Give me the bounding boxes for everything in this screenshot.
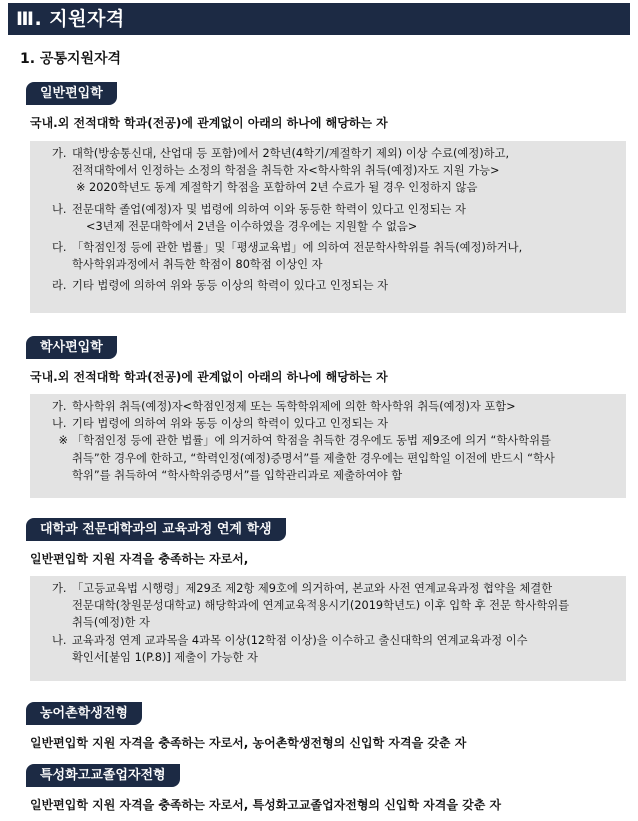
- linked-curriculum-lead: 일반편입학 지원 자격을 충족하는 자로서,: [30, 552, 249, 566]
- list-item: 가. 「고등교육법 시행령」제29조 제2항 제9호에 의거하여, 본교와 사전 연계교육과정 협약을 체결한 전문대학(창원문성대학교) 해당학과에 연계교육적용시기(2019학년도) 이후 입학 후 전문 학사학위를 취득(예정)한 자: [52, 582, 570, 630]
- list-item: 나. 교육과정 연계 교과목을 4과목 이상(12학점 이상)을 이수하고 출신대학의 연계교육과정 이수 확인서[붙임 1(P.8)] 제출이 가능한 자: [52, 633, 528, 664]
- page-header: Ⅲ. 지원자격: [8, 3, 630, 35]
- bachelor-transfer-tag: 학사편입학: [26, 336, 117, 359]
- list-item: 라. 기타 법령에 의하여 위와 동등 이상의 학력이 있다고 인정되는 자: [52, 279, 389, 293]
- list-item: 가. 대학(방송통신대, 산업대 등 포함)에서 2학년(4학기/계절학기 제외) 이상 수료(예정)하고, 전적대학에서 인정하는 소정의 학점을 취득한 자<학사학위 취득(예정)자도 지원 가능> ※ 2020학년도 동계 계절학기 학점을 포함하여 2년 수료가 될 경우 인정하지 않음: [52, 145, 618, 197]
- section-title: 1. 공통지원자격: [20, 51, 122, 67]
- general-transfer-box: [30, 141, 626, 313]
- list-item: 다. 「학점인정 등에 관한 법률」및「평생교육법」에 의하여 전문학사학위를 취득(예정)하거나, 학사학위과정에서 취득한 학점이 80학점 이상인 자: [52, 241, 523, 272]
- list-item: 나. 기타 법령에 의하여 위와 동등 이상의 학력이 있다고 인정되는 자: [52, 417, 389, 431]
- bachelor-transfer-lead: 국내.외 전적대학 학과(전공)에 관계없이 아래의 하나에 해당하는 자: [30, 370, 388, 384]
- specialized-highschool-lead: 일반편입학 지원 자격을 충족하는 자로서, 특성화고교졸업자전형의 신입학 자격을 갖춘 자: [30, 798, 502, 812]
- list-item: 나. 전문대학 졸업(예정)자 및 법령에 의하여 이와 동등한 학력이 있다고 인정되는 자 <3년제 전문대학에서 2년을 이수하였을 경우에는 지원할 수 없음>: [52, 202, 466, 233]
- linked-curriculum-box: [30, 576, 626, 681]
- general-transfer-lead: 국내.외 전적대학 학과(전공)에 관계없이 아래의 하나에 해당하는 자: [30, 116, 388, 130]
- bachelor-transfer-box: [30, 394, 626, 498]
- specialized-highschool-tag: 특성화고교졸업자전형: [26, 764, 180, 787]
- note-item: ※ 「학점인정 등에 관한 법률」에 의거하여 학점을 취득한 경우에도 동법 제9조에 의거 “학사학위를 취득”한 경우에 한하고, “학력인정(예정)증명서”를 제출한 경우에는 편입학일 이전에 반드시 “학사 학위”를 취득하여 “학사학위증명서”를 입학관리과로 제출하여야 함: [58, 434, 555, 482]
- linked-curriculum-tag: 대학과 전문대학과의 교육과정 연계 학생: [26, 518, 286, 541]
- note-text: ※ 2020학년도 동계 계절학기 학점을 포함하여 2년 수료가 될 경우 인정하지 않음: [76, 181, 478, 195]
- general-transfer-tag: 일반편입학: [26, 82, 117, 105]
- list-item: 가. 학사학위 취득(예정)자<학점인정제 또는 독학학위제에 의한 학사학위 취득(예정)자 포함>: [52, 400, 516, 413]
- rural-student-lead: 일반편입학 지원 자격을 충족하는 자로서, 농어촌학생전형의 신입학 자격을 갖춘 자: [30, 736, 467, 750]
- rural-student-tag: 농어촌학생전형: [26, 702, 142, 725]
